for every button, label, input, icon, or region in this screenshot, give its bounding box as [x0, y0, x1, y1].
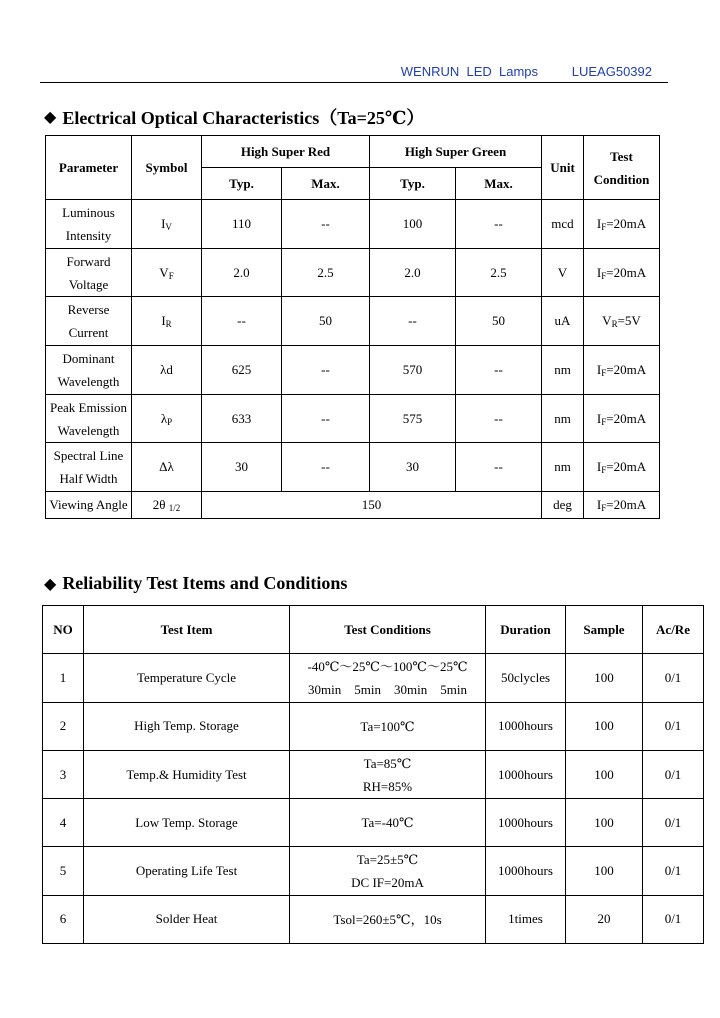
- cell-test-conditions: Ta=85℃ RH=85%: [290, 750, 486, 798]
- cell-duration: 1000hours: [486, 847, 566, 895]
- cell-duration: 1000hours: [486, 799, 566, 847]
- cell-red-typ: 633: [202, 394, 282, 443]
- cell-sample: 100: [566, 847, 643, 895]
- cell-red-typ: 625: [202, 346, 282, 395]
- cell-test-conditions: Ta=-40℃: [290, 799, 486, 847]
- header-test-condition: [584, 136, 660, 200]
- cell-test-conditions: Ta=100℃: [290, 702, 486, 750]
- cell-symbol: $I_R$: [132, 297, 202, 346]
- header-test-conditions: Test Conditions: [290, 606, 486, 654]
- cell-red-max: --: [282, 443, 370, 492]
- cell-condition: $V_R=5V$: [584, 297, 660, 346]
- cell-ac-re: 0/1: [643, 799, 704, 847]
- table-row: [43, 895, 704, 943]
- cell-green-max: --: [456, 200, 542, 249]
- cell-ac-re: 0/1: [643, 654, 704, 702]
- cell-condition: $I_F=20mA$: [584, 248, 660, 297]
- cell-red-typ: 110: [202, 200, 282, 249]
- diamond-bullet-icon: ◆: [44, 575, 57, 593]
- cell-unit: nm: [542, 443, 584, 492]
- cell-red-max: --: [282, 346, 370, 395]
- header-duration: Duration: [486, 606, 566, 654]
- header-high-super-red: High Super Red: [202, 136, 370, 168]
- header-symbol: Symbol: [132, 136, 202, 200]
- table-row: [46, 346, 660, 395]
- cell-sample: 100: [566, 702, 643, 750]
- cell-green-max: --: [456, 443, 542, 492]
- section-title-electrical: [44, 104, 424, 130]
- table-row-viewing-angle: [46, 492, 660, 519]
- cell-test-conditions: Tsol=260±5℃，10s: [290, 895, 486, 943]
- cell-test-item: Temperature Cycle: [84, 654, 290, 702]
- cell-duration: 1times: [486, 895, 566, 943]
- cell-red-max: --: [282, 200, 370, 249]
- table-row: [43, 654, 704, 702]
- cell-symbol: λd: [132, 346, 202, 395]
- table-row: [46, 200, 660, 249]
- cell-condition: $I_F=20mA$: [584, 443, 660, 492]
- cell-green-typ: 570: [370, 346, 456, 395]
- header-test: Test: [610, 148, 633, 164]
- table-row: [43, 847, 704, 895]
- header-test-item: Test Item: [84, 606, 290, 654]
- cell-sample: 100: [566, 750, 643, 798]
- cell-duration: 50clycles: [486, 654, 566, 702]
- cell-condition: $I_F=20mA$: [584, 200, 660, 249]
- cell-viewing-value: 150: [202, 492, 542, 519]
- cell-parameter: Peak Emission Wavelength: [46, 394, 132, 443]
- header-parameter: Parameter: [46, 136, 132, 200]
- cell-green-max: 50: [456, 297, 542, 346]
- cell-green-typ: 575: [370, 394, 456, 443]
- cell-symbol: Δλ: [132, 443, 202, 492]
- header-ac-re: Ac/Re: [643, 606, 704, 654]
- cell-parameter: Luminous Intensity: [46, 200, 132, 249]
- cell-no: 4: [43, 799, 84, 847]
- cell-unit: mcd: [542, 200, 584, 249]
- cell-green-max: --: [456, 394, 542, 443]
- cell-green-typ: 30: [370, 443, 456, 492]
- cell-parameter: Spectral Line Half Width: [46, 443, 132, 492]
- cell-red-max: 50: [282, 297, 370, 346]
- cell-test-item: Low Temp. Storage: [84, 799, 290, 847]
- cell-test-item: Solder Heat: [84, 895, 290, 943]
- cell-no: 5: [43, 847, 84, 895]
- table-row: [46, 443, 660, 492]
- cell-sample: 100: [566, 654, 643, 702]
- cell-red-typ: 2.0: [202, 248, 282, 297]
- section-title-text: Electrical Optical Characteristics（Ta=25℃）: [62, 108, 425, 128]
- table-row: [43, 750, 704, 798]
- cell-condition: $I_F=20mA$: [584, 394, 660, 443]
- cell-no: 6: [43, 895, 84, 943]
- cell-parameter: Forward Voltage: [46, 248, 132, 297]
- table-row: [46, 248, 660, 297]
- reliability-table: [42, 605, 704, 944]
- cell-parameter: Viewing Angle: [46, 492, 132, 519]
- cell-red-typ: --: [202, 297, 282, 346]
- cell-sample: 20: [566, 895, 643, 943]
- cell-symbol: $I_V$: [132, 200, 202, 249]
- cell-no: 1: [43, 654, 84, 702]
- cell-parameter: Reverse Current: [46, 297, 132, 346]
- table-row: [43, 799, 704, 847]
- cell-test-item: High Temp. Storage: [84, 702, 290, 750]
- cell-unit: V: [542, 248, 584, 297]
- header-green-max: Max.: [456, 168, 542, 200]
- cell-test-conditions: Ta=25±5℃ DC IF=20mA: [290, 847, 486, 895]
- header-red-typ: Typ.: [202, 168, 282, 200]
- cell-unit: nm: [542, 394, 584, 443]
- header-green-typ: Typ.: [370, 168, 456, 200]
- cell-parameter: Dominant Wavelength: [46, 346, 132, 395]
- section-title-reliability: [44, 573, 347, 594]
- cell-unit: nm: [542, 346, 584, 395]
- table-row: [46, 297, 660, 346]
- cell-red-max: 2.5: [282, 248, 370, 297]
- electrical-optical-table: [45, 135, 660, 519]
- header-sample: Sample: [566, 606, 643, 654]
- header-model: LUEAG50392: [571, 64, 652, 79]
- cell-test-conditions: -40℃～25℃～100℃～25℃ 30min 5min 30min 5min: [290, 654, 486, 702]
- diamond-bullet-icon: ◆: [44, 109, 57, 126]
- cell-green-typ: --: [370, 297, 456, 346]
- cell-red-typ: 30: [202, 443, 282, 492]
- table-row: [46, 394, 660, 443]
- cell-duration: 1000hours: [486, 702, 566, 750]
- cell-ac-re: 0/1: [643, 895, 704, 943]
- cell-unit: uA: [542, 297, 584, 346]
- cell-no: 3: [43, 750, 84, 798]
- page-header: [40, 62, 668, 83]
- cell-green-typ: 2.0: [370, 248, 456, 297]
- cell-unit: deg: [542, 492, 584, 519]
- cell-sample: 100: [566, 799, 643, 847]
- cell-red-max: --: [282, 394, 370, 443]
- table-row: [43, 702, 704, 750]
- header-red-max: Max.: [282, 168, 370, 200]
- cell-symbol: $\lambda_P$: [132, 394, 202, 443]
- cell-condition: $I_F=20mA$: [584, 346, 660, 395]
- cell-condition: $I_F=20mA$: [584, 492, 660, 519]
- cell-green-max: 2.5: [456, 248, 542, 297]
- cell-test-item: Temp.& Humidity Test: [84, 750, 290, 798]
- header-no: NO: [43, 606, 84, 654]
- cell-test-item: Operating Life Test: [84, 847, 290, 895]
- cell-green-max: --: [456, 346, 542, 395]
- header-condition: Condition: [593, 171, 650, 187]
- cell-ac-re: 0/1: [643, 847, 704, 895]
- header-brand: WENRUN LED Lamps: [400, 64, 538, 79]
- cell-symbol: 2θ $_{1/2}$: [132, 492, 202, 519]
- cell-duration: 1000hours: [486, 750, 566, 798]
- header-high-super-green: High Super Green: [370, 136, 542, 168]
- header-unit: Unit: [542, 136, 584, 200]
- cell-ac-re: 0/1: [643, 702, 704, 750]
- cell-green-typ: 100: [370, 200, 456, 249]
- section-title-text: Reliability Test Items and Conditions: [62, 573, 348, 593]
- cell-symbol: $V_F$: [132, 248, 202, 297]
- cell-ac-re: 0/1: [643, 750, 704, 798]
- cell-no: 2: [43, 702, 84, 750]
